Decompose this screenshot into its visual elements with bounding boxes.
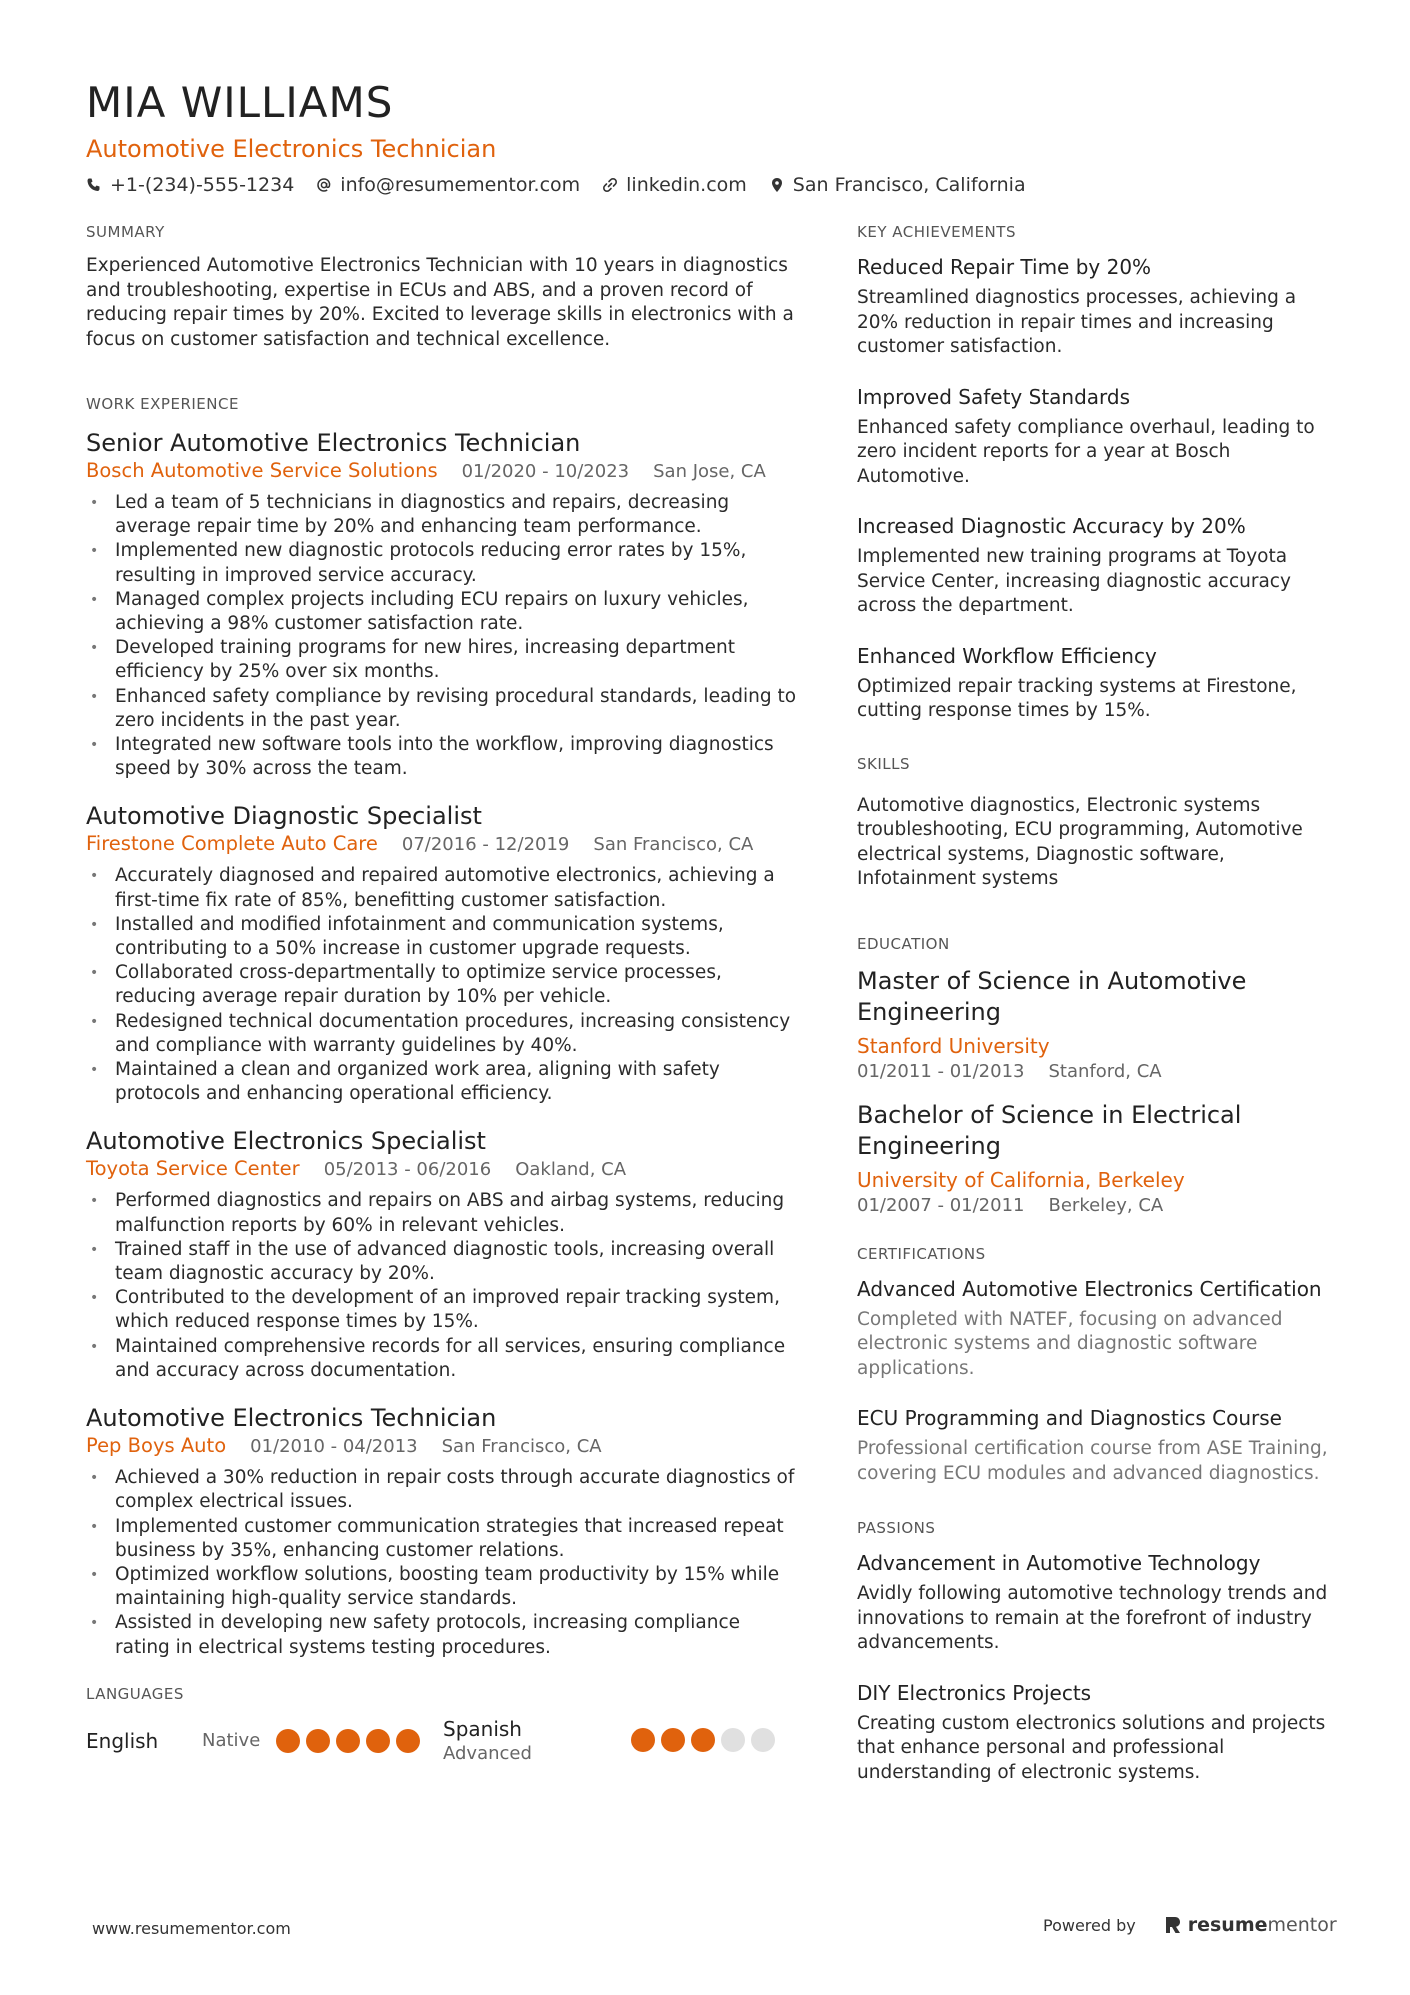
job-meta (86, 1433, 800, 1460)
job-bullet: • Implemented customer communication strategies that increased repeat business by 35%, enhancing customer relations. (86, 1515, 800, 1563)
resumementor-logo-icon (1164, 1915, 1182, 1935)
achievement-item (857, 384, 1337, 490)
education-school: Stanford University (857, 1033, 1050, 1058)
achievement-title: Improved Safety Standards (857, 384, 1131, 409)
job-bullet: • Led a team of 5 technicians in diagnostics and repairs, decreasing average repair time by 20% and enhancing team performance. (86, 491, 800, 539)
certification-title: Advanced Automotive Electronics Certification (857, 1276, 1322, 1301)
achievement-text: Streamlined diagnostics processes, achieving a 20% reduction in repair times and increasing customer satisfaction. (857, 287, 1297, 357)
education-degree: Master of Science in Automotive Engineering (857, 966, 1247, 1026)
job-bullet: • Accurately diagnosed and repaired automotive electronics, achieving a first-time fix rate of 85%, benefitting customer satisfaction. (86, 864, 800, 912)
passion-item (857, 1680, 1337, 1786)
passion-text: Creating custom electronics solutions and projects that enhance personal and professional understanding of electronic systems. (857, 1712, 1326, 1783)
job-bullet: • Performed diagnostics and repairs on ABS and airbag systems, reducing malfunction reports by 60% in relevant vehicles. (86, 1189, 800, 1237)
certifications-section (857, 1244, 1337, 1487)
contact-location (769, 172, 1026, 198)
powered-by-label: Powered by (1043, 1915, 1136, 1935)
contact-linkedin[interactable] (602, 172, 747, 198)
footer-brand (1043, 1914, 1337, 1936)
rating-dot-empty (751, 1728, 775, 1752)
contact-linkedin-text: linkedin.com (626, 174, 747, 196)
language-name: English (86, 1728, 159, 1753)
job-title: Automotive Diagnostic Specialist (86, 802, 482, 831)
phone-icon (86, 177, 102, 193)
achievement-text: Enhanced safety compliance overhaul, leading to zero incident reports for a year at Bosch Automotive. (857, 416, 1315, 487)
skills-heading: SKILLS (857, 754, 911, 773)
contact-phone[interactable] (86, 172, 294, 198)
job-entry (86, 801, 800, 1106)
language-rating (276, 1729, 420, 1753)
job-location: San Francisco, CA (441, 1436, 602, 1458)
job-bullets (86, 1466, 800, 1660)
language-name: Spanish (443, 1716, 522, 1741)
education-item (857, 966, 1337, 1084)
education-heading: EDUCATION (857, 934, 950, 953)
job-bullet: • Trained staff in the use of advanced diagnostic tools, increasing overall team diagnostic accuracy by 20%. (86, 1238, 800, 1286)
brand-name-light: mentor (1267, 1914, 1337, 1936)
job-location: San Jose, CA (653, 461, 766, 482)
job-bullet: • Enhanced safety compliance by revising procedural standards, leading to zero incidents in the past year. (86, 685, 800, 733)
achievements-section (857, 222, 1337, 724)
job-title: Automotive Electronics Technician (86, 1404, 497, 1433)
job-dates: 01/2010 - 04/2013 (250, 1436, 418, 1458)
summary-section (86, 222, 800, 352)
job-bullets (86, 491, 800, 781)
job-bullet: • Optimized workflow solutions, boosting team productivity by 15% while maintaining high-quality service standards. (86, 1563, 800, 1611)
contact-email[interactable] (316, 172, 580, 198)
education-meta (857, 1060, 1337, 1084)
at-icon (316, 177, 332, 193)
summary-heading: SUMMARY (86, 223, 165, 241)
languages-section (86, 1684, 800, 1766)
footer-website[interactable]: www.resumementor.com (92, 1919, 291, 1938)
job-bullet: • Managed complex projects including ECU repairs on luxury vehicles, achieving a 98% customer satisfaction rate. (86, 588, 800, 636)
achievement-item (857, 643, 1337, 724)
education-dates: 01/2011 - 01/2013 (857, 1060, 1025, 1082)
certification-text: Professional certification course from ASE Training, covering ECU modules and advanced diagnostics. (857, 1438, 1328, 1484)
language-label-group (443, 1716, 631, 1766)
job-bullets (86, 864, 800, 1106)
candidate-title: Automotive Electronics Technician (86, 135, 497, 163)
certification-item (857, 1405, 1337, 1486)
job-bullet: • Implemented new diagnostic protocols reducing error rates by 15%, resulting in improved service accuracy. (86, 539, 800, 587)
certification-text: Completed with NATEF, focusing on advanced electronic systems and diagnostic software applications. (857, 1308, 1283, 1379)
achievement-text: Optimized repair tracking systems at Firestone, cutting response times by 15%. (857, 675, 1297, 721)
job-bullet: • Redesigned technical documentation procedures, increasing consistency and compliance with warranty guidelines by 40%. (86, 1010, 800, 1058)
job-entry (86, 1126, 800, 1383)
job-bullets (86, 1189, 800, 1383)
brand-logo[interactable] (1164, 1914, 1337, 1936)
job-bullet: • Assisted in developing new safety protocols, increasing compliance rating in electrical systems testing procedures. (86, 1611, 800, 1659)
languages-heading: LANGUAGES (86, 1684, 184, 1703)
job-company: Pep Boys Auto (86, 1434, 227, 1458)
passion-title: Advancement in Automotive Technology (857, 1551, 1261, 1575)
passions-section (857, 1518, 1337, 1785)
job-title: Senior Automotive Electronics Technician (86, 429, 581, 457)
achievement-text: Implemented new training programs at Toyota Service Center, increasing diagnostic accuracy across the department. (857, 546, 1291, 616)
job-entry (86, 1403, 800, 1660)
rating-dot-empty (721, 1728, 745, 1752)
job-company: Bosch Automotive Service Solutions (86, 459, 438, 482)
job-meta (86, 1156, 800, 1183)
rating-dot-filled (336, 1729, 360, 1753)
achievement-item (857, 254, 1337, 360)
right-column (857, 222, 1337, 1809)
education-dates: 01/2007 - 01/2011 (857, 1194, 1025, 1216)
language-level: Advanced (443, 1742, 532, 1764)
rating-dot-filled (661, 1728, 685, 1752)
rating-dot-filled (691, 1728, 715, 1752)
job-bullet: • Achieved a 30% reduction in repair costs through accurate diagnostics of complex electrical issues. (86, 1466, 800, 1514)
certification-title: ECU Programming and Diagnostics Course (857, 1406, 1282, 1430)
achievement-item (857, 513, 1337, 619)
education-section (857, 934, 1337, 1218)
languages-row (86, 1716, 800, 1766)
job-bullet: • Collaborated cross-departmentally to optimize service processes, reducing average repair duration by 10% per vehicle. (86, 961, 800, 1009)
resume-header (86, 78, 1336, 198)
rating-dot-filled (631, 1728, 655, 1752)
passions-heading: PASSIONS (857, 1519, 936, 1537)
summary-text: Experienced Automotive Electronics Technician with 10 years in diagnostics and troubleshooting, expertise in ECUs and ABS, and a proven record of reducing repair times by 20%. Excited to leverage skills in electronics with a focus on customer satisfaction and technical excellence. (86, 255, 794, 350)
job-dates: 07/2016 - 12/2019 (401, 834, 570, 856)
rating-dot-filled (276, 1729, 300, 1753)
education-item (857, 1100, 1337, 1218)
achievements-heading: KEY ACHIEVEMENTS (857, 223, 1016, 241)
rating-dot-filled (366, 1729, 390, 1753)
job-bullet: • Contributed to the development of an improved repair tracking system, which reduced response times by 15%. (86, 1286, 800, 1334)
job-bullet: • Integrated new software tools into the workflow, improving diagnostics speed by 30% across the team. (86, 733, 800, 781)
job-company: Firestone Complete Auto Care (86, 832, 378, 856)
contact-email-text: info@resumementor.com (340, 174, 581, 196)
job-bullet: • Developed training programs for new hires, increasing department efficiency by 25% over six months. (86, 636, 800, 684)
achievement-title: Enhanced Workflow Efficiency (857, 643, 1157, 668)
job-location: Oakland, CA (515, 1159, 627, 1181)
education-location: Berkeley, CA (1048, 1194, 1164, 1216)
contact-phone-text: +1-(234)-555-1234 (110, 174, 295, 196)
job-location: San Francisco, CA (593, 834, 754, 856)
passion-item (857, 1550, 1337, 1656)
contact-location-text: San Francisco, California (792, 174, 1026, 196)
job-bullet: • Installed and modified infotainment and communication systems, contributing to a 50% increase in customer upgrade requests. (86, 913, 800, 961)
rating-dot-filled (306, 1729, 330, 1753)
job-meta (86, 458, 800, 485)
certifications-heading: CERTIFICATIONS (857, 1244, 986, 1263)
skills-text: Automotive diagnostics, Electronic systems troubleshooting, ECU programming, Automotive electrical systems, Diagnostic software, Infotainment systems (857, 794, 1303, 889)
left-column (86, 222, 800, 1766)
job-entry (86, 428, 800, 781)
education-school: University of California, Berkeley (857, 1167, 1185, 1192)
passion-title: DIY Electronics Projects (857, 1680, 1092, 1705)
job-meta (86, 831, 800, 858)
link-icon (602, 177, 618, 193)
language-item (86, 1716, 443, 1766)
education-meta (857, 1194, 1337, 1218)
education-degree: Bachelor of Science in Electrical Engineering (857, 1100, 1242, 1160)
rating-dot-filled (396, 1729, 420, 1753)
skills-section (857, 754, 1337, 892)
job-dates: 05/2013 - 06/2016 (323, 1159, 492, 1181)
job-bullet: • Maintained a clean and organized work area, aligning with safety protocols and enhancing operational efficiency. (86, 1058, 800, 1106)
job-dates: 01/2020 - 10/2023 (461, 461, 630, 482)
candidate-name: MIA WILLIAMS (86, 78, 394, 127)
experience-heading: WORK EXPERIENCE (86, 395, 239, 413)
location-pin-icon (769, 177, 785, 193)
brand-name-strong: resume (1187, 1914, 1268, 1936)
job-bullet: • Maintained comprehensive records for all services, ensuring compliance and accuracy across documentation. (86, 1335, 800, 1383)
education-location: Stanford, CA (1048, 1060, 1162, 1082)
experience-section (86, 394, 800, 1660)
language-item (443, 1716, 800, 1766)
job-company: Toyota Service Center (86, 1157, 300, 1181)
achievement-title: Increased Diagnostic Accuracy by 20% (857, 514, 1246, 538)
language-level: Native (202, 1729, 261, 1751)
passion-text: Avidly following automotive technology trends and innovations to remain at the forefront of industry advancements. (857, 1583, 1328, 1653)
contact-bar (86, 172, 1336, 198)
job-title: Automotive Electronics Specialist (86, 1127, 486, 1156)
certification-item (857, 1276, 1337, 1382)
achievement-title: Reduced Repair Time by 20% (857, 255, 1152, 279)
language-rating (631, 1728, 775, 1752)
